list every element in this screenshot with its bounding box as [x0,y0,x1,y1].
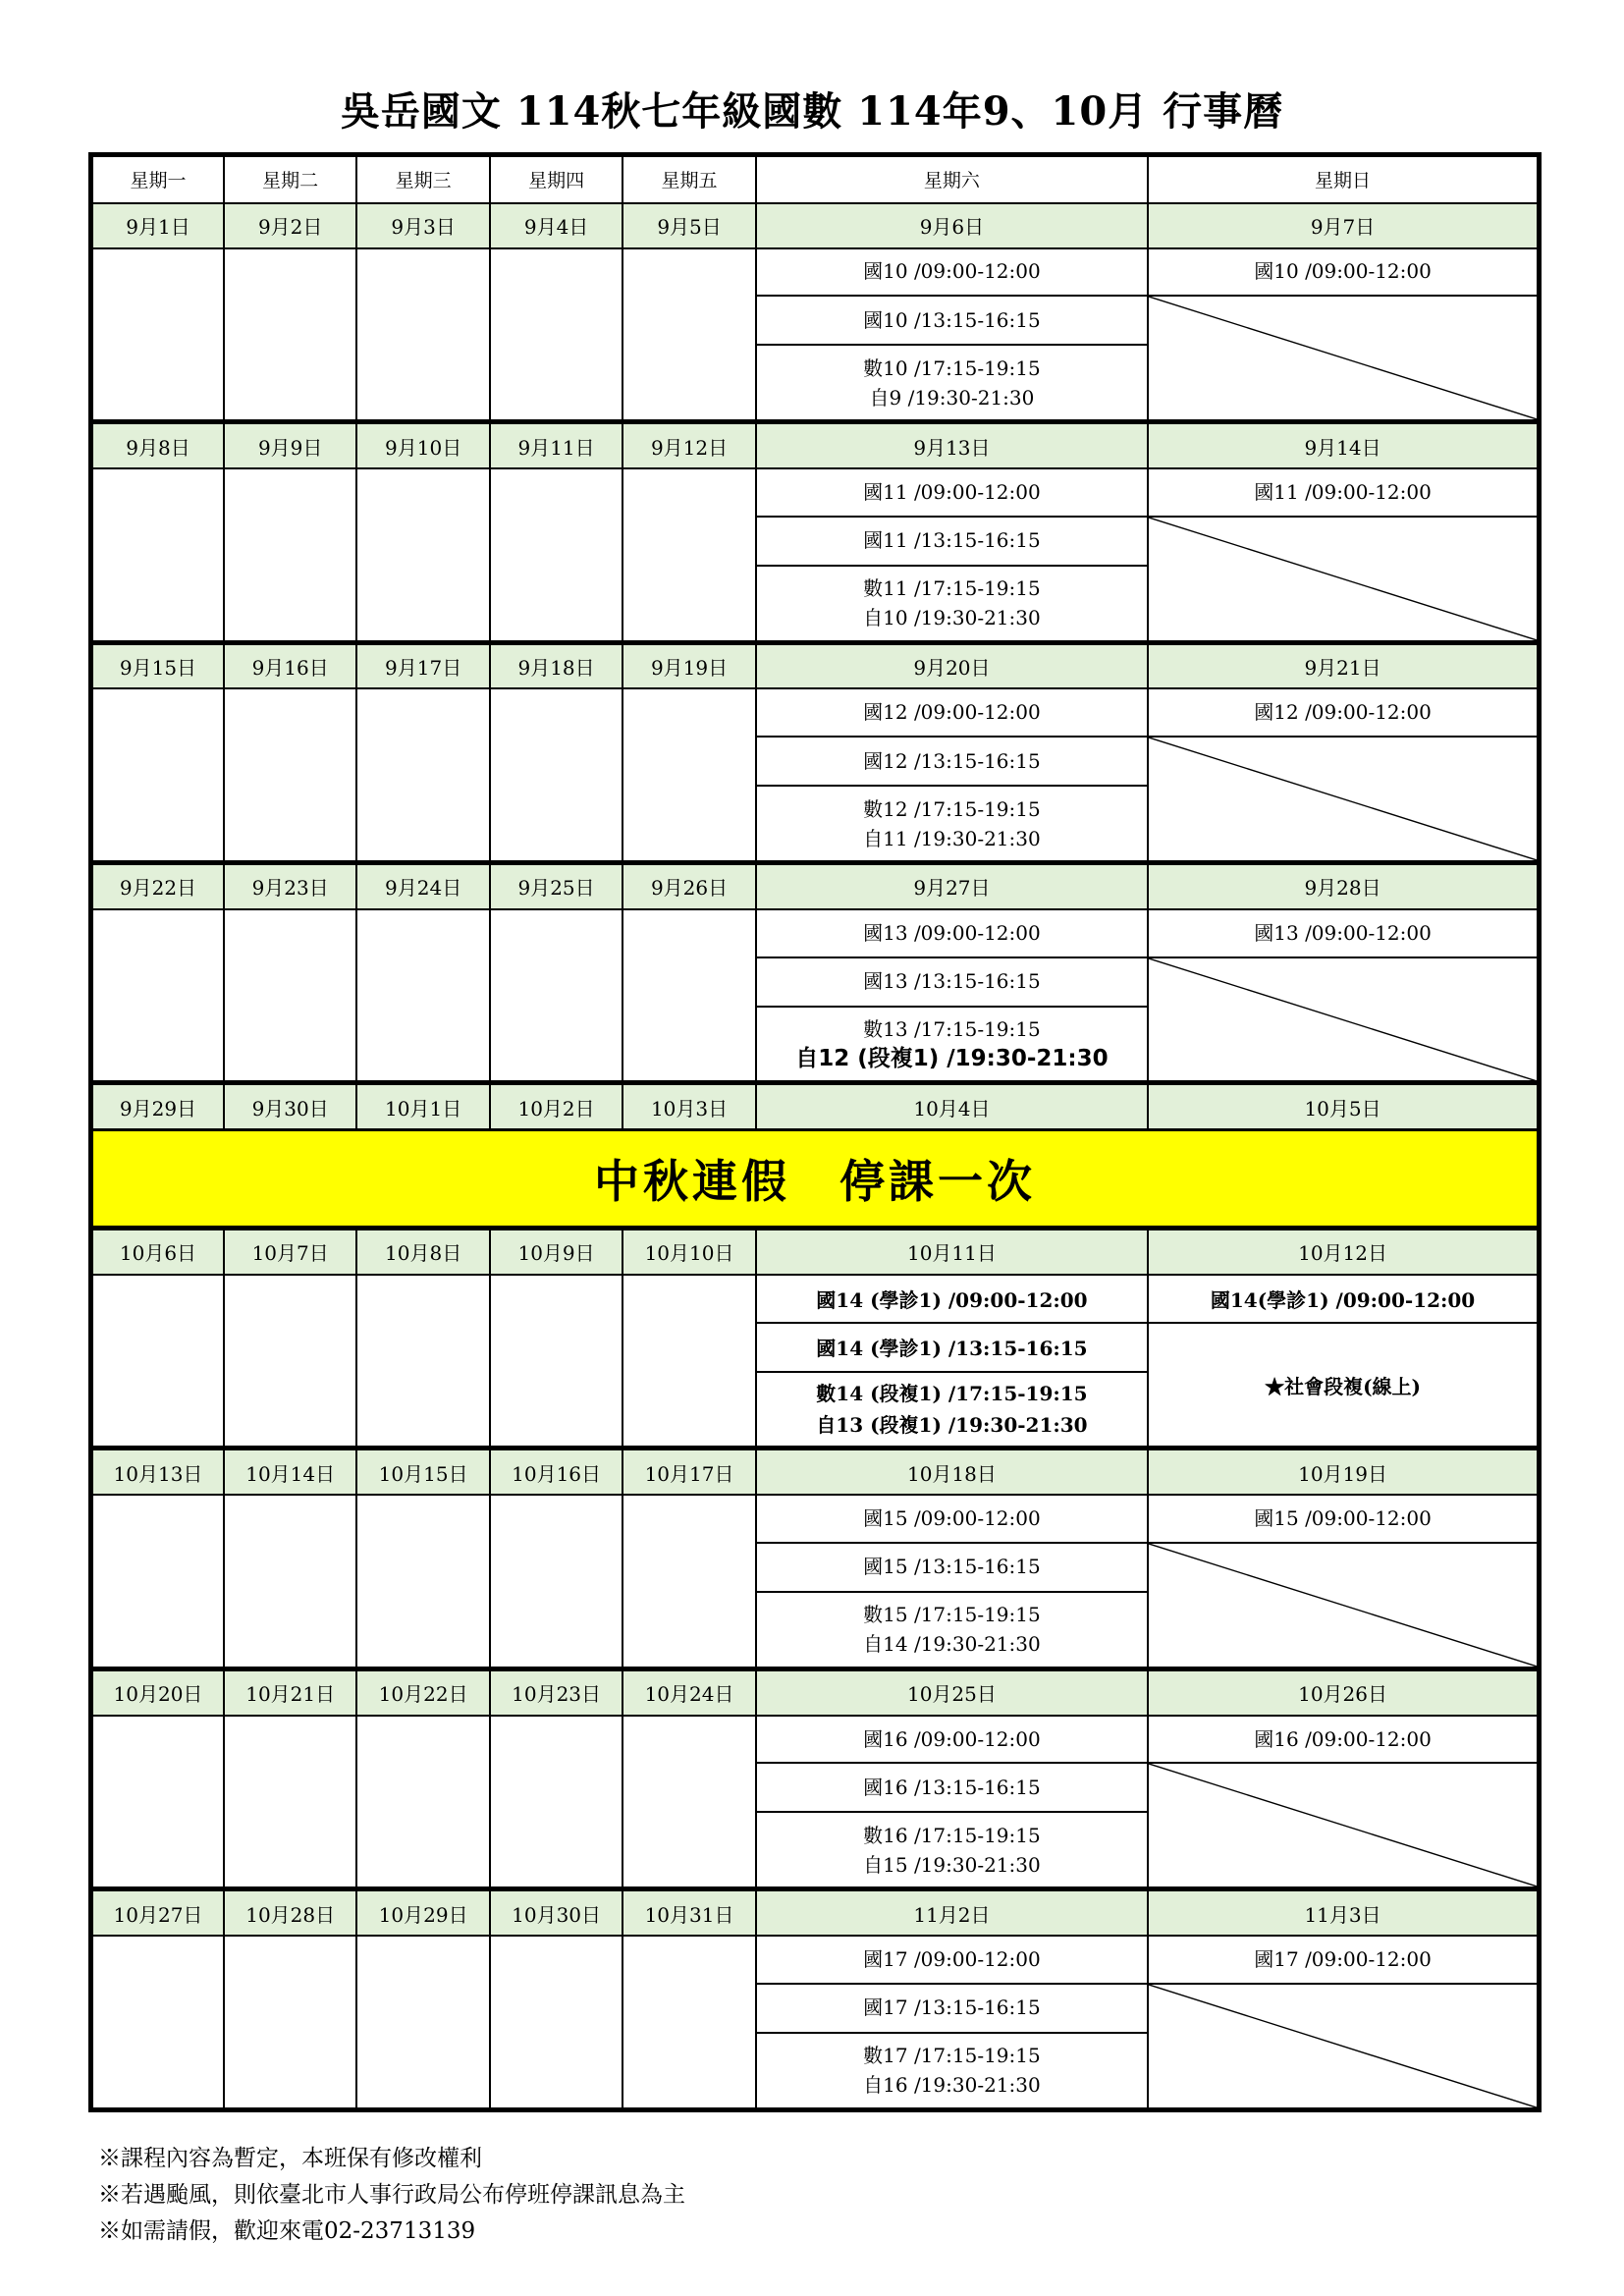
sunday-blank-cell [1148,296,1539,421]
date-cell: 10月13日 [91,1449,224,1495]
date-cell: 10月12日 [1148,1229,1539,1275]
math-slot: 數15 /17:15-19:15 [863,1603,1041,1627]
date-cell: 9月12日 [623,422,755,468]
date-cell: 9月15日 [91,642,224,688]
sunday-slot: 國10 /09:00-12:00 [1148,248,1539,297]
saturday-slot: 國17 /13:15-16:15 [756,1984,1148,2033]
date-row [91,642,1540,688]
date-cell: 9月18日 [490,642,623,688]
date-cell: 9月3日 [356,203,489,248]
math-slot: 數10 /17:15-19:15 [863,355,1041,380]
date-cell: 10月7日 [224,1229,356,1275]
empty-day-cell [623,248,755,422]
date-cell: 10月19日 [1148,1449,1539,1495]
sunday-slot: 國15 /09:00-12:00 [1148,1495,1539,1543]
weekday-header-row [91,155,1540,203]
date-row [91,1668,1540,1715]
date-cell: 11月2日 [756,1889,1148,1936]
note-2: ※若遇颱風，則依臺北市人事行政局公布停班停課訊息為主 [98,2182,685,2208]
empty-day-cell [490,688,623,862]
saturday-slot: 國11 /13:15-16:15 [756,517,1148,566]
slot-row [91,688,1540,737]
slot-row [91,1936,1540,1984]
diagonal-strike [1149,518,1537,640]
slot-row [91,1275,1540,1323]
date-cell: 9月23日 [224,863,356,909]
empty-day-cell [224,248,356,422]
date-cell: 10月14日 [224,1449,356,1495]
empty-day-cell [91,1716,224,1889]
saturday-slot: 國16 /13:15-16:15 [756,1763,1148,1812]
diagonal-strike [1149,1544,1537,1667]
date-cell: 10月5日 [1148,1083,1539,1130]
saturday-slot-evening [756,345,1148,421]
saturday-slot: 國13 /09:00-12:00 [756,909,1148,957]
sunday-blank-cell [1148,737,1539,862]
saturday-slot: 國12 /13:15-16:15 [756,737,1148,786]
math-slot: 數11 /17:15-19:15 [863,576,1041,601]
date-cell: 9月1日 [91,203,224,248]
saturday-slot-evening [756,566,1148,642]
science-slot: 自14 /19:30-21:30 [863,1632,1041,1657]
slot-row [91,909,1540,957]
date-cell: 10月10日 [623,1229,755,1275]
empty-day-cell [91,468,224,642]
saturday-slot: 國14 (學診1) /13:15-16:15 [756,1323,1148,1372]
page-title: 吳岳國文 114秋七年級國數 114年9、10月 行事曆 [340,88,1284,135]
saturday-slot-evening [756,2033,1148,2110]
science-slot: 自10 /19:30-21:30 [863,606,1041,630]
date-cell: 9月16日 [224,642,356,688]
sunday-blank-cell [1148,957,1539,1083]
sunday-slot: 國12 /09:00-12:00 [1148,688,1539,737]
weekday-header: 星期六 [756,155,1148,203]
diagonal-strike [1149,297,1537,419]
date-cell: 10月4日 [756,1083,1148,1130]
saturday-slot-evening [756,786,1148,862]
empty-day-cell [356,1936,489,2109]
date-cell: 9月5日 [623,203,755,248]
date-cell: 9月21日 [1148,642,1539,688]
saturday-slot: 國17 /09:00-12:00 [756,1936,1148,1984]
date-cell: 10月15日 [356,1449,489,1495]
empty-day-cell [224,1936,356,2109]
saturday-slot: 國16 /09:00-12:00 [756,1716,1148,1764]
science-slot: 自11 /19:30-21:30 [863,826,1041,850]
weekday-header: 星期一 [91,155,224,203]
sunday-slot: 國13 /09:00-12:00 [1148,909,1539,957]
saturday-slot-evening [756,1592,1148,1668]
date-cell: 10月1日 [356,1083,489,1130]
date-cell: 9月4日 [490,203,623,248]
empty-day-cell [490,468,623,642]
saturday-slot: 國15 /09:00-12:00 [756,1495,1148,1543]
weekday-header: 星期三 [356,155,489,203]
empty-day-cell [91,688,224,862]
weekday-header: 星期二 [224,155,356,203]
saturday-slot: 國11 /09:00-12:00 [756,468,1148,517]
diagonal-strike [1149,738,1537,860]
date-cell: 10月26日 [1148,1668,1539,1715]
date-cell: 10月11日 [756,1229,1148,1275]
date-row [91,1889,1540,1936]
empty-day-cell [623,468,755,642]
empty-day-cell [224,909,356,1083]
slot-row [91,1495,1540,1543]
empty-day-cell [224,468,356,642]
date-row [91,1229,1540,1275]
sunday-slot: 國17 /09:00-12:00 [1148,1936,1539,1984]
date-cell: 10月22日 [356,1668,489,1715]
date-cell: 9月6日 [756,203,1148,248]
sunday-slot: 國16 /09:00-12:00 [1148,1716,1539,1764]
date-cell: 10月9日 [490,1229,623,1275]
empty-day-cell [623,1495,755,1668]
slot-row [91,468,1540,517]
date-cell: 10月17日 [623,1449,755,1495]
empty-day-cell [91,1936,224,2109]
empty-day-cell [490,248,623,422]
empty-day-cell [356,1495,489,1668]
date-cell: 10月21日 [224,1668,356,1715]
saturday-slot: 國12 /09:00-12:00 [756,688,1148,737]
science-slot: 自16 /19:30-21:30 [863,2073,1041,2098]
empty-day-cell [224,1716,356,1889]
weekday-header: 星期日 [1148,155,1539,203]
date-cell: 9月24日 [356,863,489,909]
sunday-blank-cell [1148,1984,1539,2110]
holiday-banner: 中秋連假 停課一次 [91,1130,1540,1229]
science-slot: 自13 (段複1) /19:30-21:30 [816,1412,1088,1437]
saturday-slot-evening [756,1812,1148,1888]
date-cell: 9月2日 [224,203,356,248]
science-slot: 自9 /19:30-21:30 [869,385,1035,410]
saturday-slot-evening [756,1007,1148,1083]
date-cell: 10月24日 [623,1668,755,1715]
date-row [91,422,1540,468]
empty-day-cell [490,1716,623,1889]
math-slot: 數12 /17:15-19:15 [863,796,1041,821]
slot-row [91,1716,1540,1764]
diagonal-strike [1149,958,1537,1081]
date-cell: 10月28日 [224,1889,356,1936]
empty-day-cell [356,1716,489,1889]
date-cell: 10月18日 [756,1449,1148,1495]
saturday-slot: 國13 /13:15-16:15 [756,957,1148,1007]
empty-day-cell [224,688,356,862]
empty-day-cell [224,1495,356,1668]
empty-day-cell [224,1275,356,1449]
empty-day-cell [91,248,224,422]
saturday-slot: 國15 /13:15-16:15 [756,1543,1148,1592]
weekday-header: 星期五 [623,155,755,203]
empty-day-cell [490,1275,623,1449]
empty-day-cell [623,688,755,862]
empty-day-cell [91,1275,224,1449]
empty-day-cell [623,1936,755,2109]
date-cell: 9月26日 [623,863,755,909]
date-cell: 10月29日 [356,1889,489,1936]
date-cell: 9月10日 [356,422,489,468]
math-slot: 數13 /17:15-19:15 [863,1017,1041,1041]
empty-day-cell [356,1275,489,1449]
date-cell: 10月20日 [91,1668,224,1715]
sunday-slot: 國14(學診1) /09:00-12:00 [1148,1275,1539,1323]
date-cell: 9月28日 [1148,863,1539,909]
empty-day-cell [623,1275,755,1449]
date-cell: 11月3日 [1148,1889,1539,1936]
date-cell: 9月13日 [756,422,1148,468]
date-cell: 9月7日 [1148,203,1539,248]
diagonal-strike [1149,1985,1537,2107]
date-cell: 9月11日 [490,422,623,468]
sunday-blank-cell [1148,1763,1539,1888]
empty-day-cell [356,468,489,642]
empty-day-cell [356,688,489,862]
date-row [91,863,1540,909]
sunday-slot: 國11 /09:00-12:00 [1148,468,1539,517]
date-cell: 9月17日 [356,642,489,688]
science-slot: 自15 /19:30-21:30 [863,1852,1041,1877]
saturday-slot: 國10 /09:00-12:00 [756,248,1148,297]
empty-day-cell [490,1936,623,2109]
date-cell: 10月31日 [623,1889,755,1936]
calendar-table [88,152,1542,2112]
date-row [91,1449,1540,1495]
date-cell: 9月29日 [91,1083,224,1130]
saturday-slot: 國10 /13:15-16:15 [756,296,1148,345]
holiday-row [91,1130,1540,1229]
empty-day-cell [91,1495,224,1668]
empty-day-cell [490,1495,623,1668]
slot-row [91,248,1540,297]
date-cell: 9月20日 [756,642,1148,688]
math-slot: 數17 /17:15-19:15 [863,2044,1041,2068]
date-cell: 9月22日 [91,863,224,909]
date-cell: 9月19日 [623,642,755,688]
date-row [91,1083,1540,1130]
math-slot: 數14 (段複1) /17:15-19:15 [816,1381,1088,1405]
date-cell: 9月27日 [756,863,1148,909]
date-cell: 10月6日 [91,1229,224,1275]
empty-day-cell [356,248,489,422]
date-cell: 10月30日 [490,1889,623,1936]
sunday-blank-cell [1148,1543,1539,1668]
weekday-header: 星期四 [490,155,623,203]
empty-day-cell [91,909,224,1083]
empty-day-cell [490,909,623,1083]
date-cell: 10月2日 [490,1083,623,1130]
date-cell: 10月16日 [490,1449,623,1495]
note-1: ※課程內容為暫定，本班保有修改權利 [98,2146,482,2171]
date-cell: 9月25日 [490,863,623,909]
date-cell: 9月30日 [224,1083,356,1130]
notes [98,2141,685,2250]
empty-day-cell [356,909,489,1083]
date-cell: 9月8日 [91,422,224,468]
date-cell: 10月27日 [91,1889,224,1936]
math-slot: 數16 /17:15-19:15 [863,1823,1041,1847]
date-cell: 9月9日 [224,422,356,468]
saturday-slot: 國14 (學診1) /09:00-12:00 [756,1275,1148,1323]
empty-day-cell [623,909,755,1083]
science-slot: 自12 (段複1) /19:30-21:30 [795,1046,1109,1071]
date-row [91,203,1540,248]
date-cell: 10月3日 [623,1083,755,1130]
sunday-note: ★社會段複(線上) [1148,1323,1539,1449]
date-cell: 10月23日 [490,1668,623,1715]
saturday-slot-evening [756,1372,1148,1449]
note-3: ※如需請假，歡迎來電02-23713139 [98,2218,476,2244]
date-cell: 9月14日 [1148,422,1539,468]
empty-day-cell [623,1716,755,1889]
date-cell: 10月8日 [356,1229,489,1275]
sunday-blank-cell [1148,517,1539,642]
date-cell: 10月25日 [756,1668,1148,1715]
diagonal-strike [1149,1764,1537,1886]
